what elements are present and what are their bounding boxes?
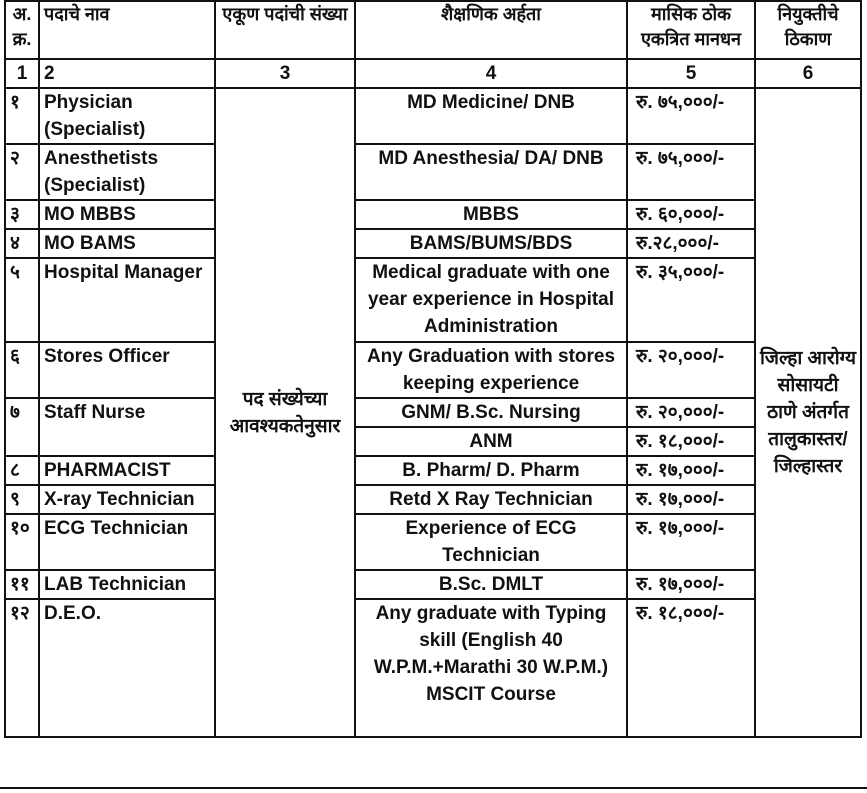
row-post: Hospital Manager xyxy=(39,258,215,342)
table-row xyxy=(5,514,861,570)
row-sr: १ xyxy=(5,88,39,144)
col-number: 2 xyxy=(39,59,215,88)
table-row xyxy=(5,398,861,427)
header-post-name: पदाचे नाव xyxy=(39,1,215,59)
row-sr: ८ xyxy=(5,456,39,485)
table-row xyxy=(5,599,861,737)
row-qualification: Any graduate with Typing skill (English 40 W.P.M.+Marathi 30 W.P.M.) MSCIT Course xyxy=(355,599,627,737)
row-pay: रु. १७,०००/- xyxy=(627,485,755,514)
location-cell: जिल्हा आरोग्य सोसायटी ठाणे अंतर्गत तालुकास्तर/ जिल्हास्तर xyxy=(755,88,861,737)
col-number: 6 xyxy=(755,59,861,88)
header-qualification: शैक्षणिक अर्हता xyxy=(355,1,627,59)
row-post: Staff Nurse xyxy=(39,398,215,456)
row-sr: ९ xyxy=(5,485,39,514)
row-post: X-ray Technician xyxy=(39,485,215,514)
row-post: Physician (Specialist) xyxy=(39,88,215,144)
header-sr: अ. क्र. xyxy=(5,1,39,59)
column-number-row xyxy=(5,59,861,88)
header-row xyxy=(5,1,861,59)
bottom-border xyxy=(0,787,867,793)
table-row xyxy=(5,88,861,144)
row-sr: ३ xyxy=(5,200,39,229)
total-posts-cell: पद संख्येच्या आवश्यकतेनुसार xyxy=(215,88,355,737)
row-post: Stores Officer xyxy=(39,342,215,398)
row-sr: ६ xyxy=(5,342,39,398)
row-post: MO MBBS xyxy=(39,200,215,229)
table-row xyxy=(5,258,861,342)
col-number: 3 xyxy=(215,59,355,88)
table-row xyxy=(5,229,861,258)
row-pay: रु. १७,०००/- xyxy=(627,514,755,570)
row-post: Anesthetists (Specialist) xyxy=(39,144,215,200)
row-qualification: MBBS xyxy=(355,200,627,229)
row-qualification: MD Anesthesia/ DA/ DNB xyxy=(355,144,627,200)
row-sr: २ xyxy=(5,144,39,200)
row-qualification: Retd X Ray Technician xyxy=(355,485,627,514)
row-pay: रु. ६०,०००/- xyxy=(627,200,755,229)
table-row xyxy=(5,456,861,485)
header-total-posts: एकूण पदांची संख्या xyxy=(215,1,355,59)
row-pay: रु. ३५,०००/- xyxy=(627,258,755,342)
col-number: 4 xyxy=(355,59,627,88)
table-row xyxy=(5,200,861,229)
col-number: 1 xyxy=(5,59,39,88)
table-row xyxy=(5,485,861,514)
row-post: LAB Technician xyxy=(39,570,215,599)
row-pay: रु. २०,०००/- xyxy=(627,398,755,427)
table-row xyxy=(5,342,861,398)
row-qualification: Any Graduation with stores keeping experience xyxy=(355,342,627,398)
row-post: ECG Technician xyxy=(39,514,215,570)
row-pay: रु. ७५,०००/- xyxy=(627,144,755,200)
row-pay: रु. १८,०००/- xyxy=(627,427,755,456)
row-post: D.E.O. xyxy=(39,599,215,737)
row-qualification: Experience of ECG Technician xyxy=(355,514,627,570)
row-sr: ७ xyxy=(5,398,39,456)
row-pay: रु. ७५,०००/- xyxy=(627,88,755,144)
row-sr: ५ xyxy=(5,258,39,342)
row-qualification: ANM xyxy=(355,427,627,456)
table-row xyxy=(5,144,861,200)
row-pay: रु. २०,०००/- xyxy=(627,342,755,398)
header-monthly-pay: मासिक ठोक एकत्रित मानधन xyxy=(627,1,755,59)
row-qualification: Medical graduate with one year experience in Hospital Administration xyxy=(355,258,627,342)
row-qualification: B. Pharm/ D. Pharm xyxy=(355,456,627,485)
row-sr: ११ xyxy=(5,570,39,599)
header-location: नियुक्तीचे ठिकाण xyxy=(755,1,861,59)
row-post: PHARMACIST xyxy=(39,456,215,485)
row-sr: १० xyxy=(5,514,39,570)
row-pay: रु. १७,०००/- xyxy=(627,456,755,485)
col-number: 5 xyxy=(627,59,755,88)
row-sr: ४ xyxy=(5,229,39,258)
row-pay: रु. १८,०००/- xyxy=(627,599,755,737)
row-pay: रु. १७,०००/- xyxy=(627,570,755,599)
row-qualification: B.Sc. DMLT xyxy=(355,570,627,599)
row-post: MO BAMS xyxy=(39,229,215,258)
row-sr: १२ xyxy=(5,599,39,737)
row-qualification: GNM/ B.Sc. Nursing xyxy=(355,398,627,427)
row-pay: रु.२८,०००/- xyxy=(627,229,755,258)
recruitment-table xyxy=(4,0,862,738)
row-qualification: MD Medicine/ DNB xyxy=(355,88,627,144)
row-qualification: BAMS/BUMS/BDS xyxy=(355,229,627,258)
table-row xyxy=(5,570,861,599)
